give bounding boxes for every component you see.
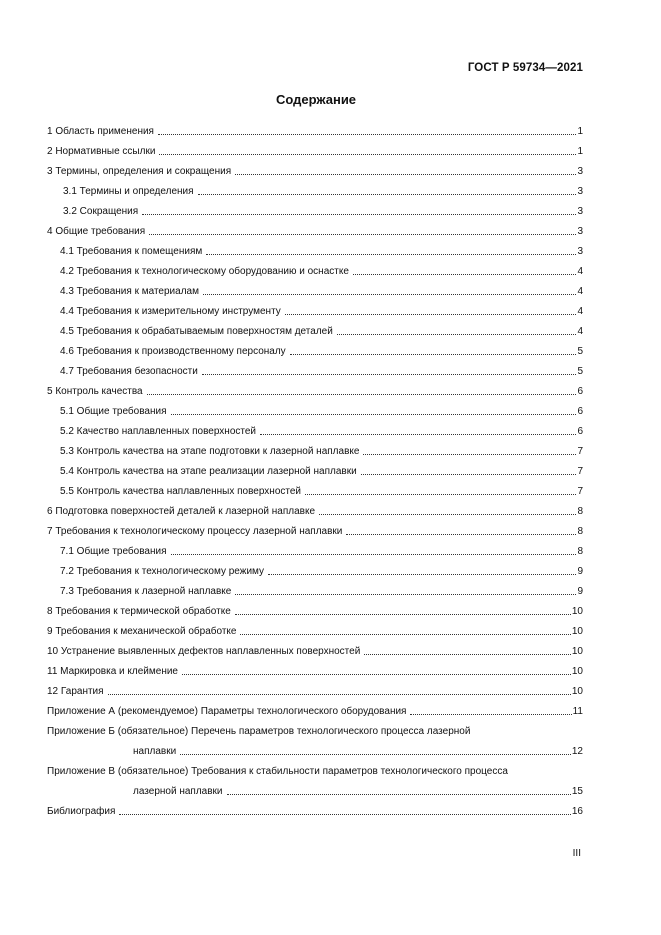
toc-entry[interactable] [47,220,583,240]
toc-leader [202,374,577,375]
toc-entry-label: 7.2 Требования к технологическому режиму [60,566,265,577]
toc-leader [364,654,571,655]
toc-entry[interactable] [47,620,583,640]
toc-entry-page: 3 [577,226,583,237]
toc-entry-page: 6 [577,426,583,437]
toc-entry[interactable] [47,560,583,580]
toc-entry[interactable] [47,340,583,360]
toc-leader [198,194,577,195]
toc-entry[interactable] [47,280,583,300]
toc-entry[interactable] [47,640,583,660]
toc-entry-page: 6 [577,406,583,417]
toc-leader [171,414,577,415]
toc-leader [346,534,576,535]
toc-entry-label: 3 Термины, определения и сокращения [47,166,232,177]
toc-entry-page: 7 [577,486,583,497]
toc-entry-label: 4.6 Требования к производственному персоналу [60,346,286,357]
toc-entry[interactable] [47,600,583,620]
toc-entry-label: 12 Гарантия [47,686,104,697]
toc-entry-page: 10 [571,686,583,697]
toc-entry-label: 5.2 Качество наплавленных поверхностей [60,426,257,437]
toc-entry[interactable] [47,160,583,180]
toc-entry[interactable] [47,200,583,220]
toc-entry-page: 10 [571,646,583,657]
toc-leader [147,394,577,395]
toc-entry-page: 6 [577,386,583,397]
toc-entry[interactable] [47,180,583,200]
toc-entry-page: 11 [572,706,583,717]
toc-entry-continuation[interactable] [47,780,583,800]
toc-entry-page: 5 [577,366,583,377]
toc-entry[interactable] [47,580,583,600]
toc-entry-page: 10 [571,626,583,637]
toc-entry-page: 10 [571,606,583,617]
toc-entry[interactable] [47,660,583,680]
toc-entry-label: наплавки [133,746,177,757]
toc-entry-label: 4.3 Требования к материалам [60,286,199,297]
toc-entry-label: 5.5 Контроль качества наплавленных поверхностей [60,486,301,497]
toc-leader [159,154,576,155]
toc-entry-label: 6 Подготовка поверхностей деталей к лазерной наплавке [47,506,316,517]
toc-entry-label: Приложение В (обязательное) Требования к стабильности параметров технологического процесса [47,766,508,777]
toc-entry[interactable] [47,120,583,140]
page-title: Содержание [275,92,357,107]
toc-entry[interactable] [47,380,583,400]
toc-entry-label: 3.1 Термины и определения [63,186,194,197]
toc-leader [182,674,571,675]
toc-leader [119,814,570,815]
toc-leader [180,754,571,755]
toc-leader [235,174,576,175]
toc-entry[interactable] [47,540,583,560]
toc-entry-page: 1 [577,126,583,137]
toc-leader [363,454,576,455]
toc-entry-label: Приложение Б (обязательное) Перечень параметров технологического процесса лазерной [47,726,471,737]
toc-entry-continuation[interactable] [47,740,583,760]
toc-entry[interactable] [47,520,583,540]
toc-leader [290,354,577,355]
toc-leader [410,714,571,715]
toc-leader [337,334,577,335]
toc-entry-page: 7 [577,466,583,477]
toc-entry-page: 3 [577,206,583,217]
toc-entry[interactable] [47,440,583,460]
toc-leader [268,574,576,575]
toc-entry[interactable] [47,480,583,500]
toc-entry-label: 4.4 Требования к измерительному инструменту [60,306,281,317]
toc-entry-page: 9 [577,586,583,597]
toc-entry[interactable] [47,760,583,780]
toc-entry[interactable] [47,140,583,160]
toc-entry[interactable] [47,800,583,820]
toc-entry[interactable] [47,700,583,720]
toc-entry-label: 4.7 Требования безопасности [60,366,198,377]
toc-entry[interactable] [47,320,583,340]
toc-entry-label: 10 Устранение выявленных дефектов наплавленных поверхностей [47,646,361,657]
toc-entry[interactable] [47,680,583,700]
toc-leader [203,294,576,295]
toc-entry-page: 9 [577,566,583,577]
toc-entry[interactable] [47,300,583,320]
toc-leader [149,234,576,235]
toc-entry[interactable] [47,240,583,260]
toc-leader [235,614,571,615]
toc-entry-label: Приложение А (рекомендуемое) Параметры технологического оборудования [47,706,407,717]
toc-entry-page: 4 [577,286,583,297]
toc-entry-label: 11 Маркировка и клеймение [47,666,178,677]
toc-leader [285,314,577,315]
toc-entry-page: 3 [577,186,583,197]
toc-entry-label: 3.2 Сокращения [63,206,139,217]
toc-leader [240,634,570,635]
toc-entry-label: 7 Требования к технологическому процессу лазерной наплавки [47,526,343,537]
toc-entry-page: 5 [577,346,583,357]
page-number: III [572,848,581,859]
toc-entry[interactable] [47,460,583,480]
toc-leader [171,554,577,555]
toc-entry[interactable] [47,500,583,520]
toc-leader [206,254,576,255]
toc-entry-page: 4 [577,266,583,277]
toc-entry-page: 12 [571,746,583,757]
toc-entry-label: 4 Общие требования [47,226,146,237]
toc-entry-page: 8 [577,526,583,537]
toc-entry[interactable] [47,260,583,280]
toc-leader [305,494,576,495]
toc-entry-page: 4 [577,306,583,317]
toc-leader [108,694,571,695]
toc-entry-page: 7 [577,446,583,457]
toc-entry-label: 5.4 Контроль качества на этапе реализации лазерной наплавки [60,466,357,477]
table-of-contents [47,120,583,820]
toc-entry[interactable] [47,720,583,740]
toc-entry[interactable] [47,360,583,380]
toc-entry-label: Библиография [47,806,116,817]
toc-leader [227,794,571,795]
toc-leader [142,214,576,215]
toc-leader [361,474,577,475]
toc-leader [235,594,576,595]
toc-entry-label: 7.3 Требования к лазерной наплавке [60,586,232,597]
toc-entry-label: 4.2 Требования к технологическому оборудованию и оснастке [60,266,349,277]
toc-entry-label: 7.1 Общие требования [60,546,167,557]
toc-entry-label: 2 Нормативные ссылки [47,146,156,157]
toc-entry-label: 5 Контроль качества [47,386,143,397]
toc-leader [158,134,576,135]
toc-entry-page: 8 [577,546,583,557]
toc-entry-page: 10 [571,666,583,677]
toc-entry-page: 1 [577,146,583,157]
toc-leader [260,434,576,435]
toc-leader [319,514,576,515]
toc-entry-label: 5.3 Контроль качества на этапе подготовки к лазерной наплавке [60,446,360,457]
toc-entry-label: 8 Требования к термической обработке [47,606,231,617]
toc-entry-label: 1 Область применения [47,126,154,137]
toc-entry[interactable] [47,400,583,420]
toc-leader [353,274,577,275]
toc-entry-page: 16 [571,806,583,817]
toc-entry-page: 8 [577,506,583,517]
toc-entry-page: 3 [577,246,583,257]
toc-entry-label: лазерной наплавки [133,786,223,797]
toc-entry-page: 15 [571,786,583,797]
toc-entry[interactable] [47,420,583,440]
toc-entry-label: 4.5 Требования к обрабатываемым поверхностям деталей [60,326,333,337]
toc-entry-page: 4 [577,326,583,337]
toc-entry-label: 4.1 Требования к помещениям [60,246,203,257]
toc-entry-label: 9 Требования к механической обработке [47,626,237,637]
toc-entry-page: 3 [577,166,583,177]
toc-entry-label: 5.1 Общие требования [60,406,167,417]
standard-code: ГОСТ Р 59734—2021 [467,62,583,74]
